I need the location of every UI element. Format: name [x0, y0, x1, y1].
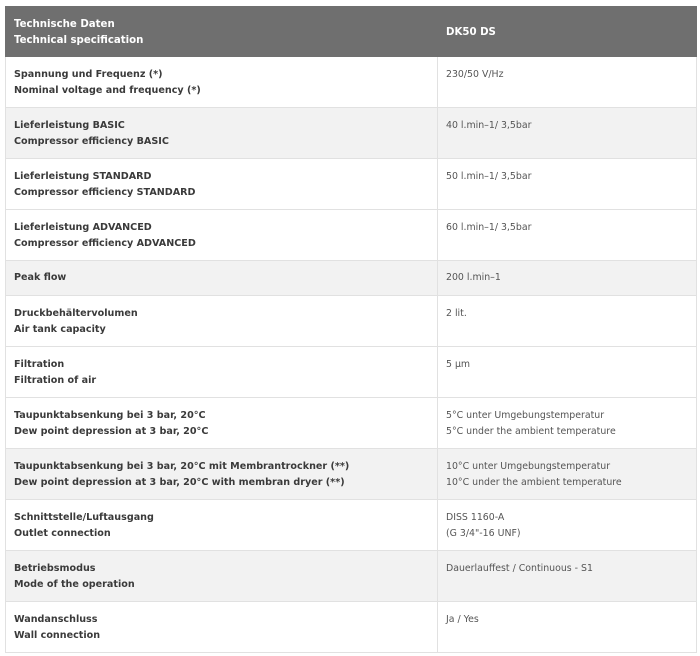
row-value: 5°C unter Umgebungstemperatur: [446, 410, 605, 421]
row-value: Ja / Yes: [446, 614, 479, 625]
header-label-en: Technical specification: [14, 35, 144, 46]
row-value-cell: [438, 449, 697, 500]
table-row: [6, 602, 697, 653]
row-value: 200 l.min–1: [446, 272, 501, 283]
table-row: [6, 551, 697, 602]
row-label-de: Lieferleistung BASIC: [14, 120, 125, 131]
row-value: 2 lit.: [446, 308, 467, 319]
row-label-en: Compressor efficiency STANDARD: [14, 187, 196, 198]
row-label-cell: [6, 210, 438, 261]
row-label-de: Lieferleistung STANDARD: [14, 171, 152, 182]
row-value: 5°C under the ambient temperature: [446, 426, 616, 437]
row-label-de: Peak flow: [14, 272, 67, 283]
row-value: Dauerlauffest / Continuous - S1: [446, 563, 593, 574]
table-row: [6, 296, 697, 347]
technical-specification-table: [5, 6, 697, 653]
row-label-cell: [6, 500, 438, 551]
row-label-cell: [6, 57, 438, 108]
row-value-cell: [438, 159, 697, 210]
table-row: [6, 261, 697, 296]
row-label-de: Wandanschluss: [14, 614, 98, 625]
row-label-cell: [6, 347, 438, 398]
row-value-cell: [438, 551, 697, 602]
row-value: 10°C under the ambient temperature: [446, 477, 622, 488]
row-value-cell: [438, 261, 697, 296]
table-row: [6, 500, 697, 551]
row-label-en: Outlet connection: [14, 528, 111, 539]
header-label-de: Technische Daten: [14, 19, 115, 30]
row-value: 230/50 V/Hz: [446, 69, 504, 80]
row-label-en: Mode of the operation: [14, 579, 135, 590]
row-label-en: Compressor efficiency BASIC: [14, 136, 169, 147]
row-value: 10°C unter Umgebungstemperatur: [446, 461, 611, 472]
row-value: 60 l.min–1/ 3,5bar: [446, 222, 532, 233]
row-label-en: Dew point depression at 3 bar, 20°C with membran dryer (**): [14, 477, 345, 488]
row-value-cell: [438, 500, 697, 551]
row-label-en: Compressor efficiency ADVANCED: [14, 238, 196, 249]
row-value-cell: [438, 108, 697, 159]
row-value: DISS 1160-A: [446, 512, 505, 523]
row-label-en: Nominal voltage and frequency (*): [14, 85, 201, 96]
header-model: DK50 DS: [446, 27, 496, 38]
row-label-de: Betriebsmodus: [14, 563, 96, 574]
row-label-en: Filtration of air: [14, 375, 97, 386]
row-label-cell: [6, 551, 438, 602]
table-header-row: [6, 7, 697, 57]
row-label-cell: [6, 261, 438, 296]
row-value-cell: [438, 57, 697, 108]
row-label-cell: [6, 108, 438, 159]
row-label-cell: [6, 398, 438, 449]
row-value: 40 l.min–1/ 3,5bar: [446, 120, 532, 131]
row-value: (G 3/4"-16 UNF): [446, 528, 521, 539]
row-value: 50 l.min–1/ 3,5bar: [446, 171, 532, 182]
row-value-cell: [438, 347, 697, 398]
row-label-de: Druckbehältervolumen: [14, 308, 138, 319]
row-label-cell: [6, 296, 438, 347]
header-model-cell: [438, 7, 697, 57]
row-value-cell: [438, 602, 697, 653]
row-label-de: Taupunktabsenkung bei 3 bar, 20°C: [14, 410, 206, 421]
header-label-cell: [6, 7, 438, 57]
table-row: [6, 449, 697, 500]
row-label-de: Filtration: [14, 359, 65, 370]
table-row: [6, 57, 697, 108]
row-label-de: Schnittstelle/Luftausgang: [14, 512, 154, 523]
table-row: [6, 210, 697, 261]
row-label-de: Lieferleistung ADVANCED: [14, 222, 152, 233]
row-label-en: Wall connection: [14, 630, 101, 641]
row-value-cell: [438, 210, 697, 261]
table-row: [6, 347, 697, 398]
row-value-cell: [438, 398, 697, 449]
row-value: 5 µm: [446, 359, 471, 370]
table-row: [6, 159, 697, 210]
table-row: [6, 398, 697, 449]
row-label-cell: [6, 449, 438, 500]
row-label-de: Spannung und Frequenz (*): [14, 69, 163, 80]
row-label-en: Air tank capacity: [14, 324, 106, 335]
table-row: [6, 108, 697, 159]
row-label-cell: [6, 602, 438, 653]
row-label-cell: [6, 159, 438, 210]
row-label-de: Taupunktabsenkung bei 3 bar, 20°C mit Membrantrockner (**): [14, 461, 350, 472]
row-value-cell: [438, 296, 697, 347]
row-label-en: Dew point depression at 3 bar, 20°C: [14, 426, 209, 437]
